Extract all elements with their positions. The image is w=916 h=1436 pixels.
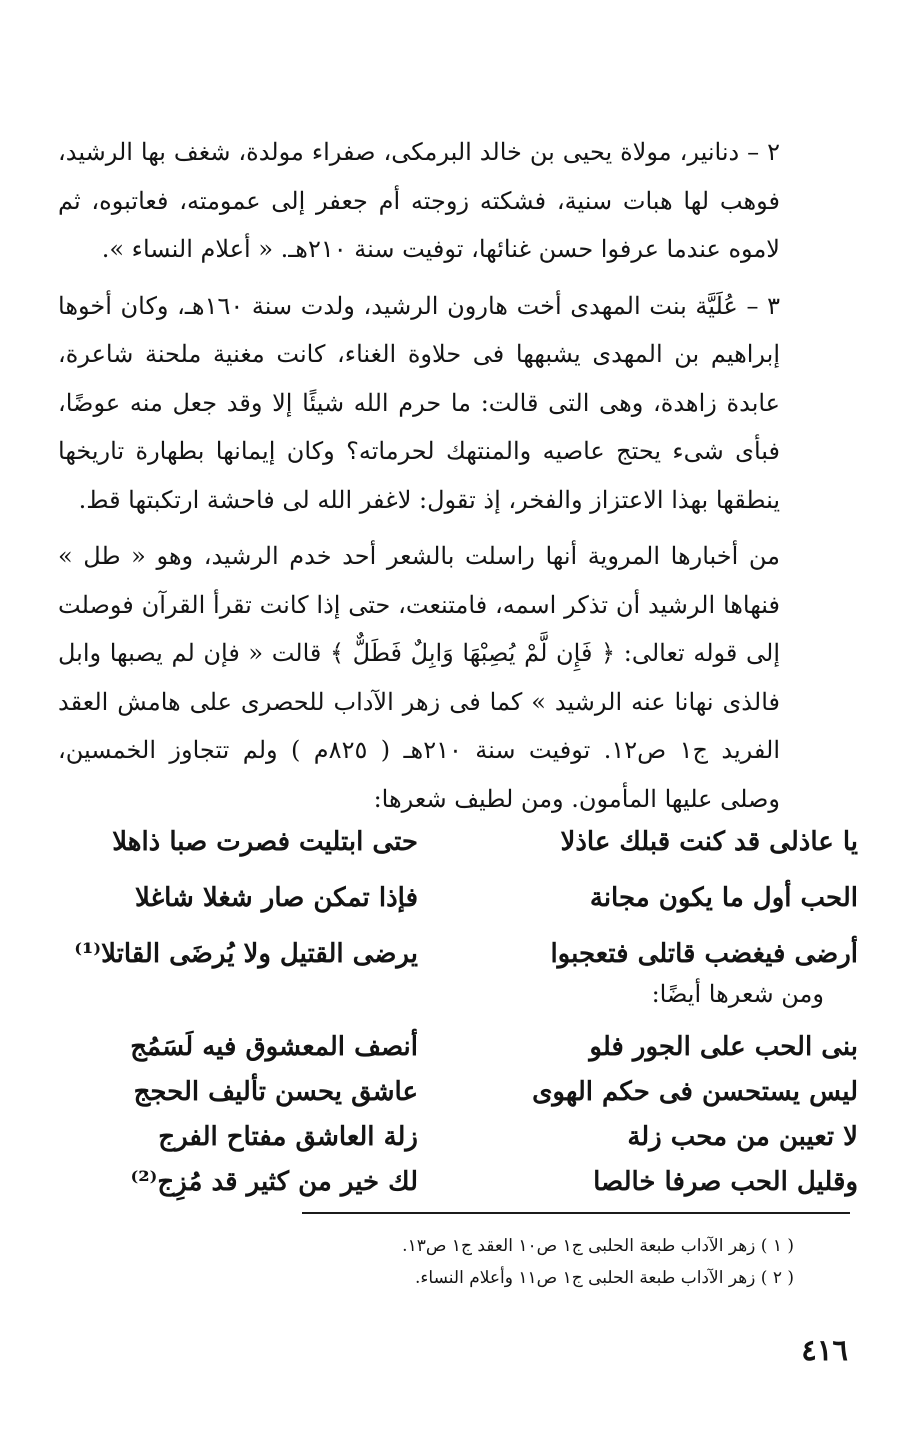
verse-first-hemistich: أرضى فيغضب قاتلى فتعجبوا xyxy=(550,939,858,969)
verse-first-hemistich: الحب أول ما يكون مجانة xyxy=(589,883,858,913)
footnote-1: ( ١ ) زهر الآداب طبعة الحلبى ج١ ص١٠ العقد ج١ ص١٣. xyxy=(402,1236,794,1256)
verse-first-hemistich: بنى الحب على الجور فلو xyxy=(589,1031,858,1062)
verse-second-hemistich: يرضى القتيل ولا يُرضَى القاتلا⁽¹⁾ xyxy=(74,939,418,969)
verse-second-hemistich: زلة العاشق مفتاح الفرج xyxy=(158,1121,418,1152)
verse-first-hemistich: وقليل الحب صرفا خالصا xyxy=(593,1166,858,1197)
footnotes xyxy=(402,1230,794,1294)
verse-line xyxy=(58,870,858,926)
body-text xyxy=(58,128,850,823)
verse-first-hemistich: يا عاذلى قد كنت قبلك عاذلا xyxy=(560,827,858,857)
verse-first-hemistich: لا تعيبن من محب زلة xyxy=(627,1121,858,1152)
verse-second-hemistich: لك خير من كثير قد مُزِج⁽²⁾ xyxy=(130,1166,418,1197)
poem-first xyxy=(58,814,858,982)
verse-line xyxy=(58,814,858,870)
paragraph-dananir: ٢ – دنانير، مولاة يحيى بن خالد البرمكى، صفراء مولدة، شغف بها الرشيد، فوهب لها هبات سنية، فشكته زوجته أم جعفر إلى عمومته، فعاتبوه، ثم لاموه عندما عرفوا حسن غنائها، توفيت سنة ٢١٠هـ. « أعلام النساء ». xyxy=(58,138,780,263)
poem-intro: ومن شعرها أيضًا: xyxy=(651,980,824,1008)
footnote-2: ( ٢ ) زهر الآداب طبعة الحلبى ج١ ص١١ وأعلام النساء. xyxy=(415,1268,794,1288)
paragraph-ulayya: ٣ – عُلَيَّة بنت المهدى أخت هارون الرشيد، ولدت سنة ١٦٠هـ، وكان أخوها إبراهيم بن المهدى يشبهها فى حلاوة الغناء، كانت مغنية ملحنة شاعرة، عابدة زاهدة، وهى التى قالت: ما حرم الله شيئًا إلا وقد جعل منه عوضًا، فبأى شىء يحتج عاصيه والمنتهك لحرماته؟ وكان إيمانها بطهارة تاريخها ينطقها بهذا الاعتزاز والفخر، إذ تقول: لاغفر الله لى فاحشة ارتكبتها قط. xyxy=(58,291,781,514)
footnote-divider xyxy=(302,1212,850,1214)
verse-second-hemistich: عاشق يحسن تأليف الحجج xyxy=(133,1076,418,1107)
verse-line xyxy=(58,1024,858,1069)
verse-line xyxy=(58,1069,858,1114)
verse-line xyxy=(58,1114,858,1159)
poem-second xyxy=(58,1024,858,1204)
verse-line xyxy=(58,926,858,982)
verse-second-hemistich: فإذا تمكن صار شغلا شاغلا xyxy=(135,883,418,913)
verse-second-hemistich: حتى ابتليت فصرت صبا ذاهلا xyxy=(112,827,418,857)
paragraph-ulayya-news: من أخبارها المروية أنها راسلت بالشعر أحد خدم الرشيد، وهو « طل » فنهاها الرشيد أن تذكر اسمه، فامتنعت، حتى إذا كانت تقرأ القرآن فوصلت إلى قوله تعالى: ﴿ فَإِن لَّمْ يُصِبْهَا وَابِلٌ فَطَلٌّ ﴾ قالت « فإن لم يصبها وابل فالذى نهانا عنه الرشيد » كما فى زهر الآداب للحصرى على هامش العقد الفريد ج١ ص١٢. توفيت سنة ٢١٠هـ ( ٨٢٥م ) ولم تتجاوز الخمسين، وصلى عليها المأمون. ومن لطيف شعرها: xyxy=(58,542,780,813)
verse-line xyxy=(58,1159,858,1204)
verse-first-hemistich: ليس يستحسن فى حكم الهوى xyxy=(532,1076,858,1107)
page-number: ٤١٦ xyxy=(801,1333,848,1367)
verse-second-hemistich: أنصف المعشوق فيه لَسَمُج xyxy=(130,1031,418,1062)
